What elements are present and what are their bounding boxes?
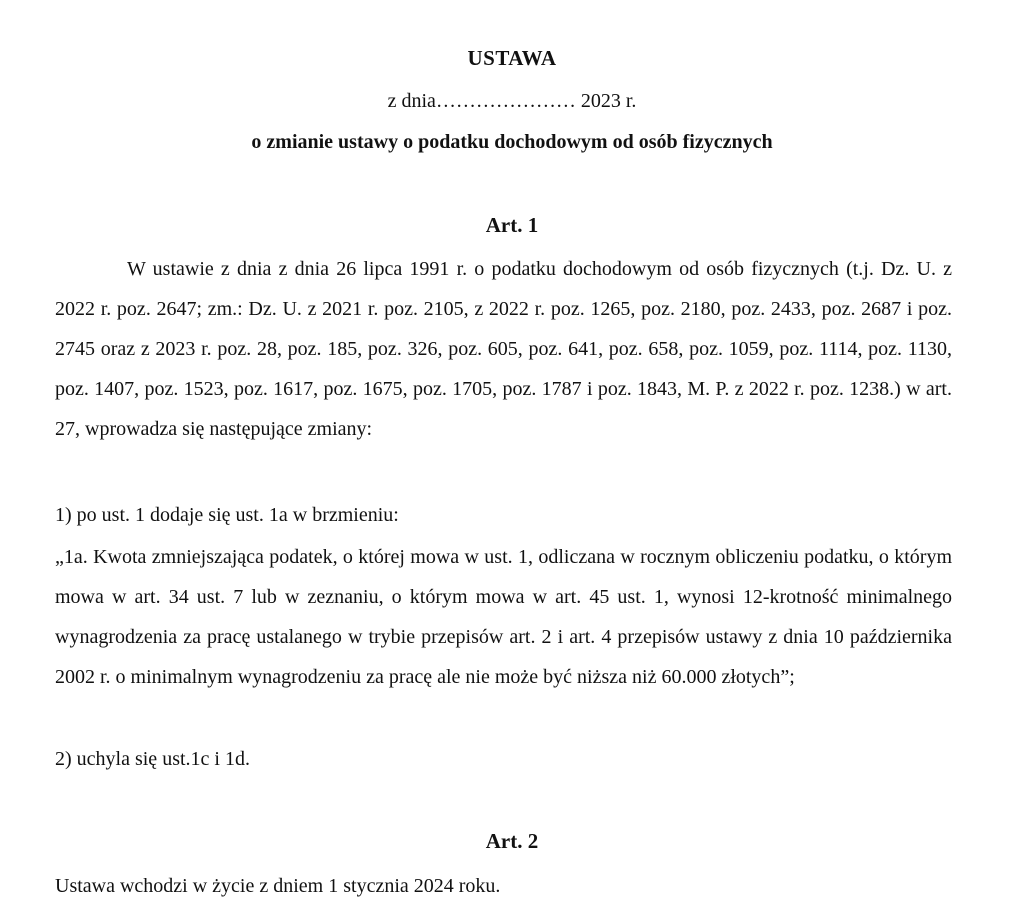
article-1-intro: W ustawie z dnia z dnia 26 lipca 1991 r. o podatku dochodowym od osób fizycznych (t.j. Dz. U. z 2022 r. poz. 2647; zm.: Dz. U. z 2021 r. poz. 2105, z 2022 r. poz. 1265, poz. 2180, poz. 2433, poz. 2687 i poz. 2745 oraz z 2023 r. poz. 28, poz. 185, poz. 326, poz. 605, poz. 641, poz. 658, poz. 1059, poz. 1114, poz. 1130, poz. 1407, poz. 1523, poz. 1617, poz. 1675, poz. 1705, poz. 1787 i poz. 1843, M. P. z 2022 r. poz. 1238.) w art. 27, wprowadza się następujące zmiany: [55, 258, 952, 440]
document-title: USTAWA [467, 46, 557, 70]
article-1-point-2: 2) uchyla się ust.1c i 1d. [55, 748, 250, 770]
document-subject: o zmianie ustawy o podatku dochodowym od osób fizycznych [251, 131, 773, 153]
article-1-quoted-provision: „1a. Kwota zmniejszająca podatek, o której mowa w ust. 1, odliczana w rocznym obliczeniu podatku, o którym mowa w art. 34 ust. 7 lub w zeznaniu, o którym mowa w art. 45 ust. 1, wynosi 12-krotność minimalnego wynagrodzenia za pracę ustalanego w trybie przepisów art. 2 i art. 4 przepisów ustawy z dnia 10 października 2002 r. o minimalnym wynagrodzeniu za pracę ale nie może być niższa niż 60.000 złotych”; [55, 546, 952, 688]
article-1-heading: Art. 1 [485, 213, 539, 237]
article-2-heading: Art. 2 [485, 829, 539, 853]
date-line: z dnia………………… 2023 r. [387, 90, 637, 112]
article-2-text: Ustawa wchodzi w życie z dniem 1 stycznia 2024 roku. [55, 875, 501, 897]
article-1-point-1: 1) po ust. 1 dodaje się ust. 1a w brzmieniu: [55, 504, 399, 526]
